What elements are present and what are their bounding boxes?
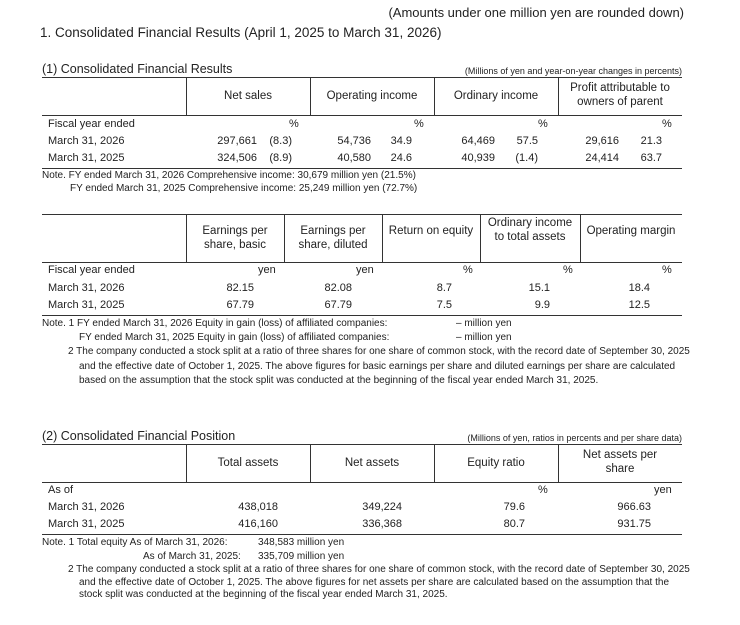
row-label: March 31, 2025 [48, 518, 125, 530]
total-equity-note-2: As of March 31, 2025: [143, 551, 241, 562]
equity-ratio-value: 80.7 [503, 518, 525, 530]
op-income-change: 24.6 [390, 152, 412, 164]
profit-change: 21.3 [640, 135, 662, 147]
pct-unit: % [563, 264, 573, 276]
col-profit-owners: Profit attributable to owners of parent [570, 82, 670, 108]
op-income-value: 54,736 [337, 135, 371, 147]
operating-margin-value: 18.4 [628, 282, 650, 294]
eps-diluted-value: 82.08 [324, 282, 352, 294]
ordinary-income-to-assets-value: 15.1 [528, 282, 550, 294]
net-sales-change: (8.9) [269, 152, 292, 164]
results-section-title: (1) Consolidated Financial Results [42, 62, 233, 76]
profit-value: 29,616 [585, 135, 619, 147]
col-ordinary-income: Ordinary income [453, 90, 539, 102]
yen-unit: yen [654, 484, 672, 496]
total-equity-note-2-value: 335,709 million yen [258, 551, 345, 562]
total-equity-note-1: Note. 1 Total equity As of March 31, 2026: [42, 537, 228, 548]
net-assets-value: 336,368 [362, 518, 402, 530]
op-income-value: 40,580 [337, 152, 371, 164]
ord-income-value: 64,469 [461, 135, 495, 147]
op-income-change: 34.9 [390, 135, 412, 147]
equity-ratio-value: 79.6 [503, 501, 525, 513]
total-assets-value: 438,018 [238, 501, 278, 513]
total-assets-value: 416,160 [238, 518, 278, 530]
eps-basic-value: 67.79 [226, 299, 254, 311]
row-label: March 31, 2026 [48, 282, 125, 294]
position-units-note: (Millions of yen, ratios in percents and per share data) [467, 433, 682, 443]
pct-unit: % [662, 264, 672, 276]
net-sales-value: 297,661 [217, 135, 257, 147]
col-eps-diluted: Earnings per share, diluted [298, 225, 368, 251]
eps-basic-value: 82.15 [226, 282, 254, 294]
equity-gain-note-2: FY ended March 31, 2025 Equity in gain (loss) of affiliated companies: [79, 332, 390, 343]
col-net-assets-per-share: Net assets per share [582, 449, 658, 475]
row-label: March 31, 2026 [48, 501, 125, 513]
results-units-note: (Millions of yen and year-on-year changes in percents) [464, 66, 682, 76]
position-row-header: As of [48, 484, 74, 496]
equity-gain-note-2-value: – million yen [456, 332, 512, 343]
equity-gain-note-1: Note. 1 FY ended March 31, 2026 Equity in gain (loss) of affiliated companies: [42, 318, 388, 329]
roe-value: 7.5 [436, 299, 452, 311]
page-title: 1. Consolidated Financial Results (April 1, 2025 to March 31, 2026) [40, 25, 442, 40]
col-total-assets: Total assets [217, 457, 279, 469]
pct-unit: % [662, 118, 672, 130]
pct-unit: % [414, 118, 424, 130]
nav-per-share-value: 931.75 [617, 518, 651, 530]
eps-diluted-value: 67.79 [324, 299, 352, 311]
position-section-title: (2) Consolidated Financial Position [42, 429, 236, 443]
row-label: March 31, 2026 [48, 135, 125, 147]
col-net-assets: Net assets [344, 457, 400, 469]
col-ordinary-income-to-total-assets: Ordinary income to total assets [487, 217, 573, 243]
pct-unit: % [289, 118, 299, 130]
yen-unit: yen [356, 264, 374, 276]
col-equity-ratio: Equity ratio [467, 457, 525, 469]
yen-unit: yen [258, 264, 276, 276]
col-eps-basic: Earnings per share, basic [202, 225, 268, 251]
pct-unit: % [538, 118, 548, 130]
profit-value: 24,414 [585, 152, 619, 164]
ord-income-change: (1.4) [515, 152, 538, 164]
stock-split-note-eps: 2 The company conducted a stock split at a ratio of three shares for one share of common stock, with the record date of September 30, 2025 and the effective date of October 1, 2025. The above figures for basic earnings per share and diluted earnings per share are calculated based on the assumption that the stock split was conducted at the beginning of the fiscal year ended March 31, 2025. [68, 346, 690, 386]
stock-split-note-nav: 2 The company conducted a stock split at a ratio of three shares for one share of common stock, with the record date of September 30, 2025 and the effective date of October 1, 2025. The above figures for net assets per share are calculated based on the assumption that the stock split was conducted at the beginning of the fiscal year ended March 31, 2025. [68, 564, 690, 600]
equity-gain-note-1-value: – million yen [456, 318, 512, 329]
comprehensive-income-note-1: Note. FY ended March 31, 2026 Comprehensive income: 30,679 million yen (21.5%) [42, 170, 416, 181]
ord-income-value: 40,939 [461, 152, 495, 164]
nav-per-share-value: 966.63 [617, 501, 651, 513]
per-share-row-header: Fiscal year ended [48, 264, 135, 276]
net-sales-value: 324,506 [217, 152, 257, 164]
net-sales-change: (8.3) [269, 135, 292, 147]
total-equity-note-1-value: 348,583 million yen [258, 537, 345, 548]
col-operating-margin: Operating margin [586, 225, 676, 237]
pct-unit: % [538, 484, 548, 496]
col-operating-income: Operating income [326, 90, 418, 102]
operating-margin-value: 12.5 [628, 299, 650, 311]
pct-unit: % [463, 264, 473, 276]
col-roe: Return on equity [388, 225, 474, 237]
results-row-header: Fiscal year ended [48, 118, 135, 130]
amounts-note: (Amounts under one million yen are rounded down) [388, 5, 684, 20]
comprehensive-income-note-2: FY ended March 31, 2025 Comprehensive income: 25,249 million yen (72.7%) [70, 183, 418, 194]
ord-income-change: 57.5 [516, 135, 538, 147]
ordinary-income-to-assets-value: 9.9 [534, 299, 550, 311]
net-assets-value: 349,224 [362, 501, 402, 513]
col-net-sales: Net sales [224, 90, 272, 102]
row-label: March 31, 2025 [48, 152, 125, 164]
profit-change: 63.7 [640, 152, 662, 164]
roe-value: 8.7 [436, 282, 452, 294]
row-label: March 31, 2025 [48, 299, 125, 311]
